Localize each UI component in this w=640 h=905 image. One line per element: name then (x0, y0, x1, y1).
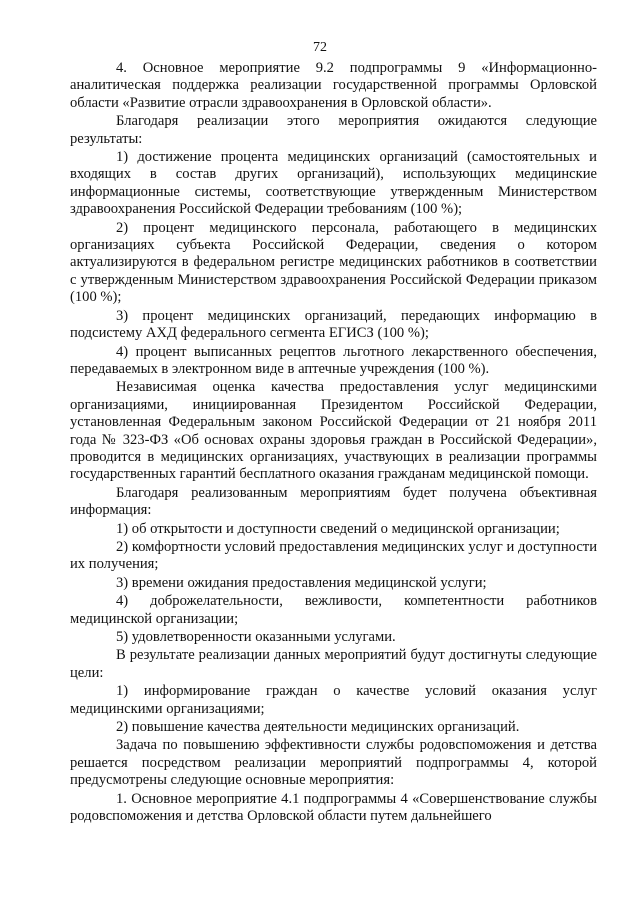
paragraph: 4) доброжелательности, вежливости, компетентности работников медицинской организации; (70, 593, 597, 627)
paragraph: Задача по повышению эффективности службы родовспоможения и детства решается посредством реализации мероприятий подпрограммы 4, которой предусмотрены следующие основные мероприятия: (70, 737, 597, 789)
paragraph: 3) процент медицинских организаций, передающих информацию в подсистему АХД федерального сегмента ЕГИСЗ (100 %); (70, 307, 597, 342)
paragraph: Благодаря реализованным мероприятиям будет получена объективная информация: (70, 484, 597, 519)
paragraph: Независимая оценка качества предоставления услуг медицинскими организациями, инициированная Президентом Российской Федерации, установленная Федеральным законом Российской Федерации от 21 ноября 2011 года № 323-ФЗ «Об основах охраны здоровья граждан в Российской Федерации», проводится в медицинских организациях, участвующих в реализации программы государственных гарантий бесплатного оказания гражданам медицинской помощи. (70, 379, 597, 483)
paragraph: 5) удовлетворенности оказанными услугами. (116, 629, 396, 645)
paragraph: 2) комфортности условий предоставления медицинских услуг и доступности их получения; (70, 538, 597, 573)
paragraph: 4) процент выписанных рецептов льготного лекарственного обеспечения, передаваемых в электронном виде в аптечные учреждения (100 %). (70, 343, 597, 377)
paragraph: 1) об открытости и доступности сведений о медицинской организации; (116, 520, 560, 537)
body-text (70, 60, 597, 826)
paragraph: 1) информирование граждан о качестве условий оказания услуг медицинскими организациями; (70, 683, 597, 717)
page-number: 72 (313, 40, 327, 55)
paragraph: 2) процент медицинского персонала, работающего в медицинских организациях субъекта Российской Федерации, сведения о котором актуализируются в федеральном регистре медицинских работников в соответствии с утвержденным Министерством здравоохранения Российской Федерации приказом (100 %); (70, 219, 597, 306)
paragraph: 4. Основное мероприятие 9.2 подпрограммы 9 «Информационно-аналитическая поддержка реализации государственной программы Орловской области «Развитие отрасли здравоохранения в Орловской области». (70, 60, 597, 111)
paragraph: 3) времени ожидания предоставления медицинской услуги; (116, 574, 487, 591)
paragraph: В результате реализации данных мероприятий будут достигнуты следующие цели: (70, 647, 597, 681)
paragraph: 1. Основное мероприятие 4.1 подпрограммы 4 «Совершенствование службы родовспоможения и детства Орловской области путем дальнейшего (70, 790, 597, 825)
paragraph: 1) достижение процента медицинских организаций (самостоятельных и входящих в состав других организаций), использующих медицинские информационные системы, соответствующие утвержденным Министерством здравоохранения Российской Федерации требованиям (100 %); (70, 149, 597, 218)
paragraph: 2) повышение качества деятельности медицинских организаций. (116, 719, 520, 736)
paragraph: Благодаря реализации этого мероприятия ожидаются следующие результаты: (70, 113, 597, 147)
